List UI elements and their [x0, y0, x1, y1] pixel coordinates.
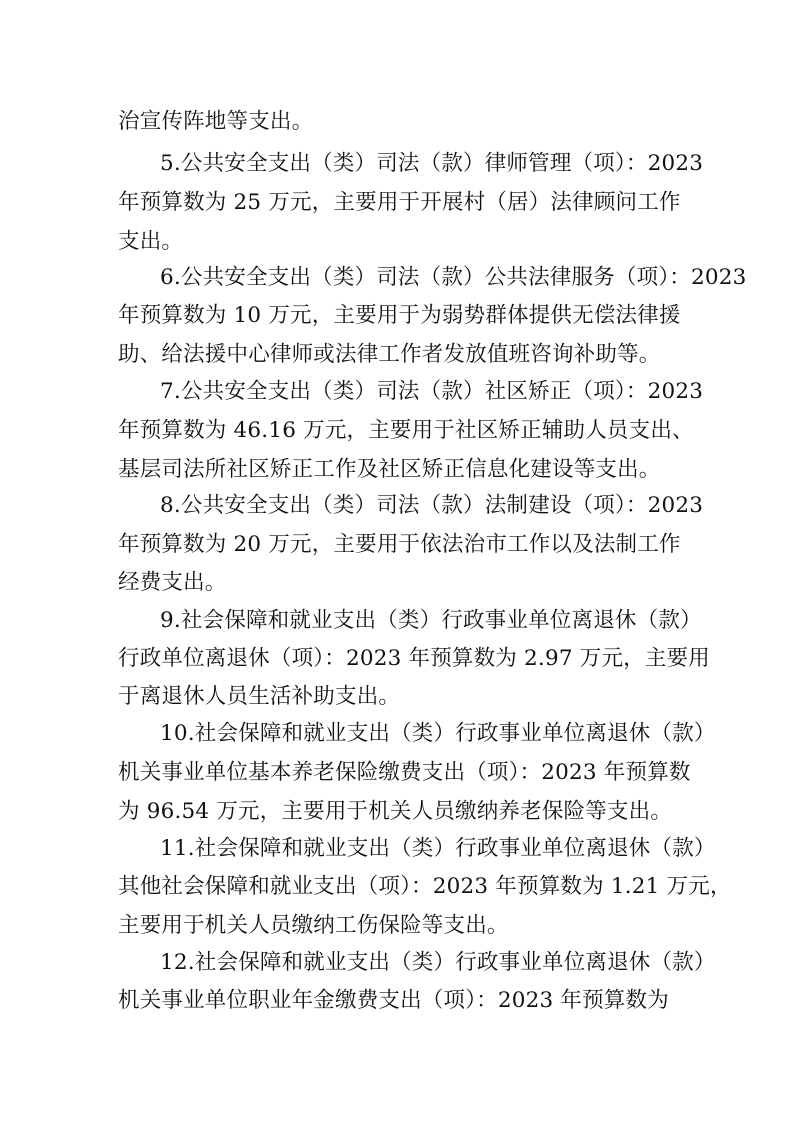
paragraph-9-line-1: 9.社会保障和就业支出（类）行政事业单位离退休（款） — [160, 608, 702, 633]
paragraph-7-line-1: 7.公共安全支出（类）司法（款）社区矫正（项）：2023 — [160, 379, 704, 404]
paragraph-9-line-3: 于离退休人员生活补助支出。 — [118, 684, 401, 709]
paragraph-11-line-2: 其他社会保障和就业支出（项）：2023 年预算数为 1.21 万元， — [118, 874, 732, 899]
paragraph-10-line-1: 10.社会保障和就业支出（类）行政事业单位离退休（款） — [160, 721, 716, 746]
paragraph-12-line-1: 12.社会保障和就业支出（类）行政事业单位离退休（款） — [160, 950, 716, 975]
paragraph-11-line-3: 主要用于机关人员缴纳工伤保险等支出。 — [118, 913, 509, 938]
paragraph-8-line-1: 8.公共安全支出（类）司法（款）法制建设（项）：2023 — [160, 493, 704, 518]
text-line: 治宣传阵地等支出。 — [118, 109, 314, 134]
paragraph-5-line-3: 支出。 — [118, 229, 184, 254]
paragraph-7-line-2: 年预算数为 46.16 万元，主要用于社区矫正辅助人员支出、 — [118, 418, 694, 443]
paragraph-12-line-2: 机关事业单位职业年金缴费支出（项）：2023 年预算数为 — [118, 988, 669, 1013]
paragraph-8-line-3: 经费支出。 — [118, 570, 227, 595]
paragraph-10-line-3: 为 96.54 万元，主要用于机关人员缴纳养老保险等支出。 — [118, 799, 673, 824]
paragraph-11-line-1: 11.社会保障和就业支出（类）行政事业单位离退休（款） — [160, 836, 716, 861]
paragraph-5-line-2: 年预算数为 25 万元，主要用于开展村（居）法律顾问工作 — [118, 190, 681, 215]
paragraph-10-line-2: 机关事业单位基本养老保险缴费支出（项）：2023 年预算数 — [118, 760, 691, 785]
paragraph-8-line-2: 年预算数为 20 万元，主要用于依法治市工作以及法制工作 — [118, 532, 681, 557]
paragraph-6-line-2: 年预算数为 10 万元，主要用于为弱势群体提供无偿法律援 — [118, 303, 681, 328]
paragraph-5-line-1: 5.公共安全支出（类）司法（款）律师管理（项）：2023 — [160, 151, 704, 176]
paragraph-6-line-1: 6.公共安全支出（类）司法（款）公共法律服务（项）：2023 — [160, 265, 747, 290]
paragraph-7-line-3: 基层司法所社区矫正工作及社区矫正信息化建设等支出。 — [118, 457, 661, 482]
paragraph-9-line-2: 行政单位离退休（项）：2023 年预算数为 2.97 万元，主要用 — [118, 646, 710, 671]
paragraph-6-line-3: 助、给法援中心律师或法律工作者发放值班咨询补助等。 — [118, 342, 661, 367]
